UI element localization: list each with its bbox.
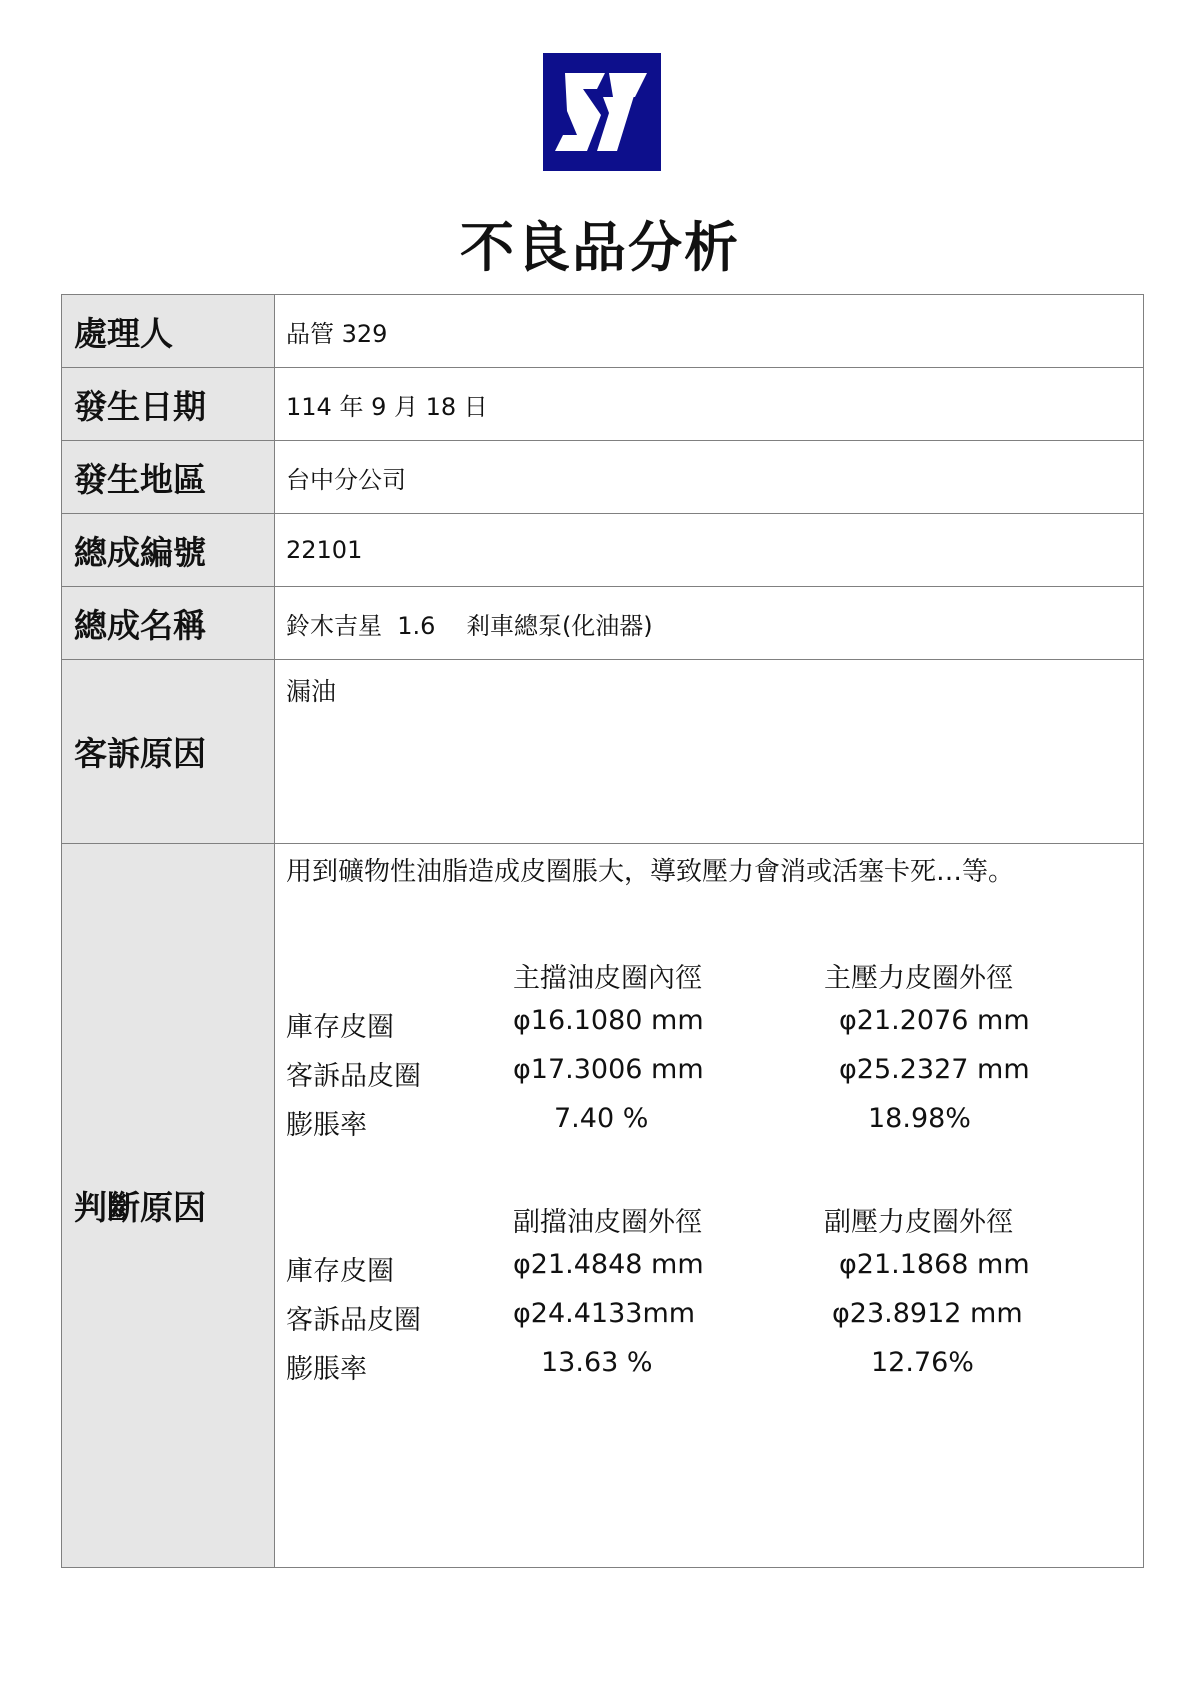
date-label: 發生日期 xyxy=(62,368,275,441)
form-row-judgement xyxy=(62,844,1144,1568)
measurement-value: φ17.3006 mm xyxy=(513,1054,704,1085)
complaint-text: 漏油 xyxy=(286,677,337,706)
row-label: 庫存皮圈 xyxy=(286,1256,394,1287)
complaint-label: 客訴原因 xyxy=(62,660,275,844)
complaint-value xyxy=(275,660,1144,844)
row-label: 客訴品皮圈 xyxy=(286,1061,421,1092)
column-header: 副壓力皮圈外徑 xyxy=(824,1207,1013,1238)
row-label: 客訴品皮圈 xyxy=(286,1305,421,1336)
column-header: 主壓力皮圈外徑 xyxy=(824,963,1013,994)
part-name-text: 鈴木吉星 1.6 剎車總泵(化油器) xyxy=(286,611,653,640)
form-row-handler xyxy=(62,295,1144,368)
row-label: 膨脹率 xyxy=(286,1110,367,1141)
judgement-summary: 用到礦物性油脂造成皮圈脹大，導致壓力會消或活塞卡死…等。 xyxy=(286,857,1015,887)
company-logo xyxy=(543,53,661,171)
page-title: 不良品分析 xyxy=(460,216,740,279)
column-header: 副擋油皮圈外徑 xyxy=(513,1207,702,1238)
analysis-form xyxy=(61,294,1144,1568)
measurement-value: φ24.4133mm xyxy=(513,1298,696,1329)
handler-value: 品管 329 xyxy=(275,295,1144,368)
part-number-label: 總成編號 xyxy=(62,514,275,587)
form-row-date xyxy=(62,368,1144,441)
judgement-label: 判斷原因 xyxy=(62,844,275,1568)
measurement-value: φ21.4848 mm xyxy=(513,1249,704,1280)
measurement-value: 13.63 % xyxy=(541,1347,653,1378)
form-row-complaint xyxy=(62,660,1144,844)
measurement-value: φ21.2076 mm xyxy=(839,1005,1030,1036)
measurement-value: 18.98% xyxy=(868,1103,971,1134)
measurement-value: φ25.2327 mm xyxy=(839,1054,1030,1085)
part-name-label: 總成名稱 xyxy=(62,587,275,660)
measurement-value: φ23.8912 mm xyxy=(832,1298,1023,1329)
part-number-value: 22101 xyxy=(275,514,1144,587)
judgement-value xyxy=(275,844,1144,1568)
part-name-value xyxy=(275,587,1144,660)
region-value: 台中分公司 xyxy=(275,441,1144,514)
row-label: 膨脹率 xyxy=(286,1354,367,1385)
handler-label: 處理人 xyxy=(62,295,275,368)
date-value: 114 年 9 月 18 日 xyxy=(275,368,1144,441)
measurement-value: φ21.1868 mm xyxy=(839,1249,1030,1280)
sy-logo-icon xyxy=(543,53,661,171)
measurement-value: φ16.1080 mm xyxy=(513,1005,704,1036)
column-header: 主擋油皮圈內徑 xyxy=(513,963,702,994)
row-label: 庫存皮圈 xyxy=(286,1012,394,1043)
measurement-value: 7.40 % xyxy=(554,1103,649,1134)
form-row-part-number xyxy=(62,514,1144,587)
form-row-region xyxy=(62,441,1144,514)
region-label: 發生地區 xyxy=(62,441,275,514)
form-row-part-name xyxy=(62,587,1144,660)
measurement-value: 12.76% xyxy=(871,1347,974,1378)
